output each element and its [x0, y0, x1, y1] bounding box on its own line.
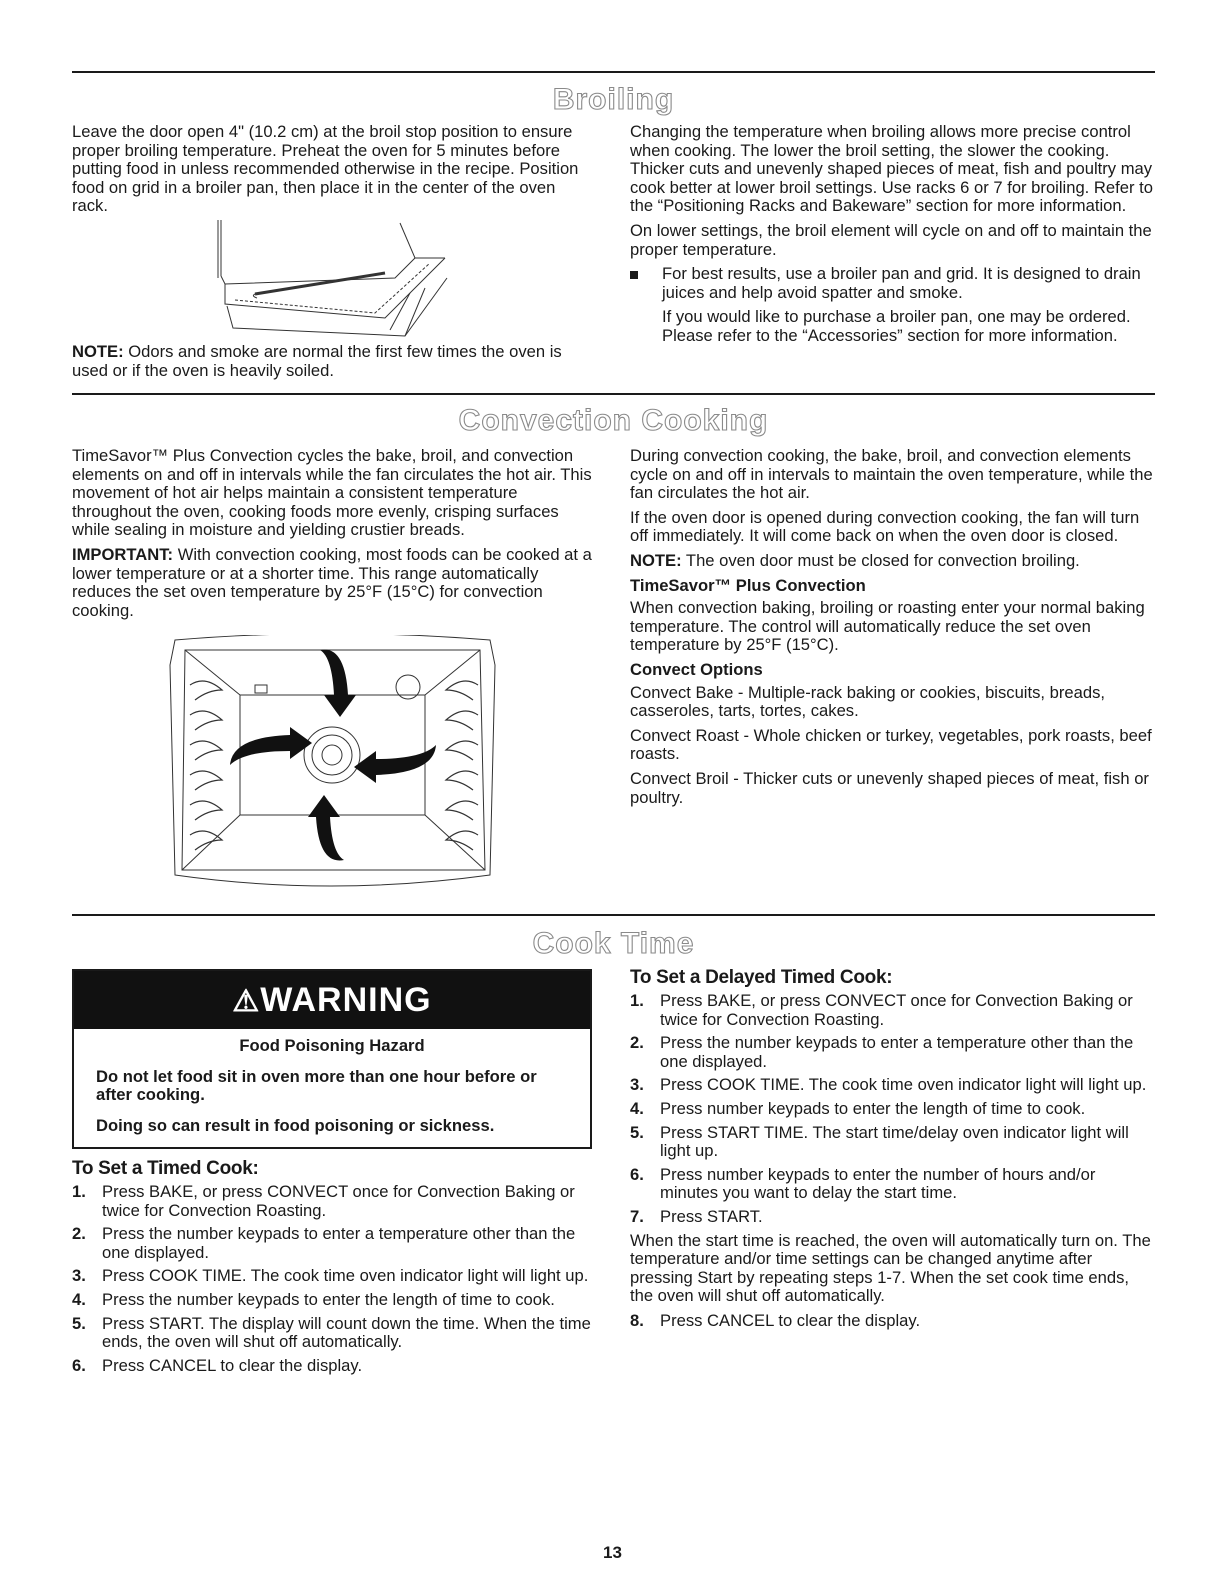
delayed-cook-steps: [630, 992, 1155, 1227]
broiling-right-column: [630, 123, 1155, 352]
top-rule: [72, 71, 1155, 73]
timed-cook-heading: To Set a Timed Cook:: [72, 1158, 259, 1179]
note-label: NOTE:: [72, 342, 124, 361]
warning-box: [72, 969, 592, 1149]
bullet-text: For best results, use a broiler pan and grid. It is designed to drain juices and help avoid spatter and smoke.: [662, 264, 1141, 302]
broiler-pan-purchase-text: If you would like to purchase a broiler pan, one may be ordered. Please refer to the “Accessories” section for more information.: [662, 307, 1131, 345]
convect-options-subheading: Convect Options: [630, 659, 763, 679]
convection-cycle-paragraph: During convection cooking, the bake, broil, and convection elements cycle on and off in intervals to maintain the oven temperature, while the fan circulates the hot air.: [630, 446, 1153, 503]
timed-step-6: 6. Press CANCEL to clear the display.: [72, 1355, 363, 1375]
timesavor-paragraph: When convection baking, broiling or roasting enter your normal baking temperature. The control will automatically reduce the set oven temperature by 25°F (15°C).: [630, 598, 1145, 655]
timed-step-5: 5. Press START. The display will count down the time. When the time ends, the oven will shut off automatically.: [72, 1313, 591, 1352]
broiling-note: [72, 343, 592, 386]
note-text: Odors and smoke are normal the first few times the oven is used or if the oven is heavily soiled.: [72, 342, 562, 380]
convection-right-column: [630, 447, 1155, 813]
cook-time-title: Cook Time: [532, 927, 695, 960]
delayed-step-8: 8. Press CANCEL to clear the display.: [630, 1310, 921, 1330]
broiler-pan-bullet: [630, 265, 1155, 302]
cook-time-rule: [72, 914, 1155, 916]
hazard-line-1: Do not let food sit in oven more than one hour before or after cooking.: [96, 1066, 537, 1105]
delayed-step-7: 7. Press START.: [630, 1206, 763, 1226]
delayed-cook-section: [630, 967, 1155, 1336]
convection-title: Convection Cooking: [458, 404, 769, 437]
convection-note-label: NOTE:: [630, 550, 682, 570]
broiling-intro-paragraph: Leave the door open 4" (10.2 cm) at the broil stop position to ensure proper broiling temperature. Preheat the oven for 5 minutes before putting food in unless recommended otherwise in the recipe. Position food on grid in a broiler pan, then place it in the center of the oven rack.: [72, 122, 579, 216]
convect-bake-option: Convect Bake - Multiple-rack baking or cookies, biscuits, breads, casseroles, tarts, tortes, cakes.: [630, 682, 1105, 721]
delayed-cook-paragraph: When the start time is reached, the oven will automatically turn on. The temperature and/or time settings can be changed anytime after pressing Start by repeating steps 1-7. When the set cook time ends, the oven will shut off automatically.: [630, 1230, 1151, 1306]
bullet-square: [630, 271, 638, 279]
hazard-title: Food Poisoning Hazard: [239, 1036, 425, 1055]
warning-header: [74, 971, 590, 1029]
delayed-cook-step-8: [630, 1312, 1155, 1331]
convection-intro-paragraph: TimeSavor™ Plus Convection cycles the bake, broil, and convection elements on and off in intervals while the fan circulates the hot air. This movement of hot air helps maintain a consistent temperature throughout the oven, cooking foods more evenly, crisping surfaces while sealing in moisture and yielding crustier breads.: [72, 446, 592, 540]
broiling-cycle-paragraph: On lower settings, the broil element will cycle on and off to maintain the proper temperature.: [630, 220, 1152, 259]
important-label: IMPORTANT:: [72, 544, 174, 564]
timed-cook-steps: [72, 1183, 592, 1375]
timed-step-3: 3. Press COOK TIME. The cook time oven indicator light will light up.: [72, 1266, 589, 1286]
warning-header-text: WARNING: [260, 981, 432, 1019]
delayed-step-5: 5. Press START TIME. The start time/delay oven indicator light will light up.: [630, 1122, 1129, 1161]
page-number: 13: [603, 1543, 622, 1562]
warning-triangle-icon: ⚠: [232, 985, 261, 1018]
timesavor-subheading: TimeSavor™ Plus Convection: [630, 575, 866, 595]
timed-step-1: 1. Press BAKE, or press CONVECT once for Convection Baking or twice for Convection Roasting.: [72, 1182, 575, 1220]
broiling-left-column: [72, 123, 592, 222]
hazard-line-2: Doing so can result in food poisoning or sickness.: [96, 1115, 495, 1135]
convect-roast-option: Convect Roast - Whole chicken or turkey, vegetables, pork roasts, beef roasts.: [630, 725, 1152, 764]
delayed-step-1: 1. Press BAKE, or press CONVECT once for Convection Baking or twice for Convection Roasting.: [630, 991, 1133, 1029]
convection-door-paragraph: If the oven door is opened during convection cooking, the fan will turn off immediately. It will come back on when the oven door is closed.: [630, 507, 1140, 546]
timed-step-4: 4. Press the number keypads to enter the length of time to cook.: [72, 1289, 555, 1309]
convect-broil-option: Convect Broil - Thicker cuts or unevenly shaped pieces of meat, fish or poultry.: [630, 768, 1149, 807]
broiling-title: Broiling: [552, 83, 675, 116]
delayed-step-4: 4. Press number keypads to enter the length of time to cook.: [630, 1098, 1086, 1118]
timed-cook-section: [72, 1158, 592, 1380]
delayed-step-2: 2. Press the number keypads to enter a temperature other than the one displayed.: [630, 1033, 1134, 1071]
delayed-step-3: 3. Press COOK TIME. The cook time oven indicator light will light up.: [630, 1075, 1147, 1095]
broiler-door-illustration: [215, 218, 455, 343]
important-text: With convection cooking, most foods can be cooked at a lower temperature or at a shorter time. This range automatically reduces the set oven temperature by 25°F (15°C) for convection cooking.: [72, 544, 592, 620]
timed-step-2: 2. Press the number keypads to enter a temperature other than the one displayed.: [72, 1224, 576, 1262]
convection-oven-illustration: [160, 635, 505, 897]
convection-rule: [72, 393, 1155, 395]
delayed-step-6: 6. Press number keypads to enter the number of hours and/or minutes you want to delay the start time.: [630, 1164, 1096, 1203]
broiling-temperature-paragraph: Changing the temperature when broiling allows more precise control when cooking. The lower the broil setting, the slower the cooking. Thicker cuts and unevenly shaped pieces of meat, fish and poultry may cook better at lower broil settings. Use racks 6 or 7 for broiling. Refer to the “Positioning Racks and Bakeware” section for more information.: [630, 122, 1153, 216]
convection-note-text: The oven door must be closed for convection broiling.: [681, 550, 1080, 570]
convection-left-column: [72, 447, 592, 626]
delayed-cook-heading: To Set a Delayed Timed Cook:: [630, 967, 893, 988]
